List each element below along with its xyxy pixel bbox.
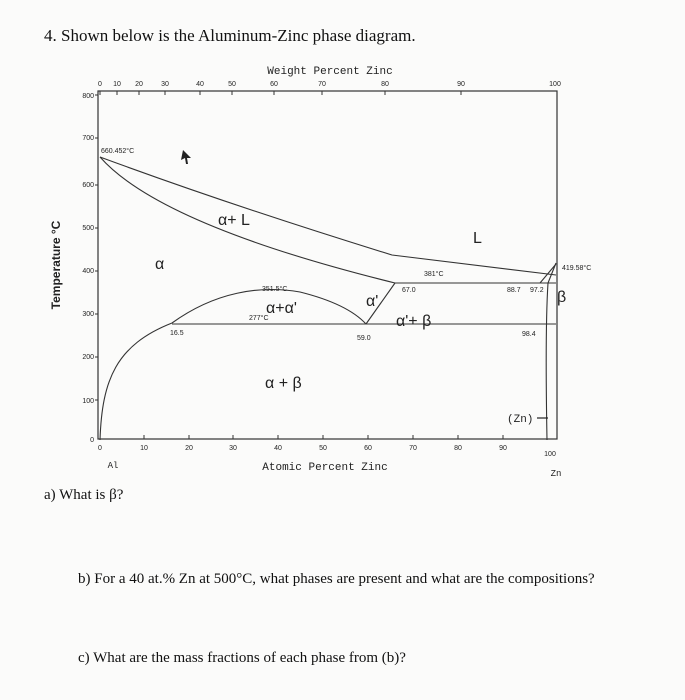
top-tick: 40 bbox=[196, 81, 204, 88]
alpha-solvus bbox=[100, 323, 172, 440]
comp-972-label: 97.2 bbox=[530, 287, 544, 294]
eutectoid-temp-label: 277°C bbox=[249, 315, 269, 322]
top-axis-title: Weight Percent Zinc bbox=[267, 66, 393, 78]
annotation-labels bbox=[101, 147, 591, 426]
x-tick: 50 bbox=[319, 445, 327, 452]
phase-liquid: L bbox=[473, 230, 482, 247]
y-tick: 200 bbox=[82, 354, 94, 361]
y-axis-title: Temperature °C bbox=[49, 220, 63, 310]
x-tick: 60 bbox=[364, 445, 372, 452]
question-a: a) What is β? bbox=[44, 487, 124, 503]
comp-67-label: 67.0 bbox=[402, 287, 416, 294]
y-tick: 400 bbox=[82, 268, 94, 275]
top-tick: 20 bbox=[135, 81, 143, 88]
x-tick: 20 bbox=[185, 445, 193, 452]
comp-590-label: 59.0 bbox=[357, 335, 371, 342]
x-tick: 30 bbox=[229, 445, 237, 452]
x-tick: 0 bbox=[98, 445, 102, 452]
x-tick: 70 bbox=[409, 445, 417, 452]
zn-solvus bbox=[546, 263, 556, 440]
y-tick: 600 bbox=[82, 182, 94, 189]
top-tick: 100 bbox=[549, 81, 561, 88]
comp-984-label: 98.4 bbox=[522, 331, 536, 338]
y-tick: 300 bbox=[82, 311, 94, 318]
x-tick: 40 bbox=[274, 445, 282, 452]
top-tick: 0 bbox=[98, 81, 102, 88]
phase-alpha-alpha-prime: α+α' bbox=[266, 300, 297, 317]
top-tick: 60 bbox=[270, 81, 278, 88]
bottom-axis-ticks bbox=[98, 445, 556, 458]
phase-boundaries bbox=[100, 157, 556, 440]
y-tick: 100 bbox=[82, 398, 94, 405]
x-tick: 100 bbox=[544, 451, 556, 458]
x-tick: 80 bbox=[454, 445, 462, 452]
top-tick: 10 bbox=[113, 81, 121, 88]
question-c: c) What are the mass fractions of each phase from (b)? bbox=[78, 650, 406, 666]
phase-beta: β bbox=[557, 289, 567, 306]
liquidus-line bbox=[100, 157, 556, 275]
phase-alpha: α bbox=[155, 256, 165, 273]
miscibility-peak-label: 351.5°C bbox=[262, 286, 288, 293]
phase-alpha-prime: α' bbox=[366, 293, 379, 310]
x-tick: 90 bbox=[499, 445, 507, 452]
top-tick: 90 bbox=[457, 81, 465, 88]
x-right-element: Zn bbox=[550, 469, 562, 479]
y-tick: 800 bbox=[82, 93, 94, 100]
y-tick: 700 bbox=[82, 135, 94, 142]
zn-phase-label: (Zn) bbox=[507, 414, 534, 426]
comp-165-label: 16.5 bbox=[170, 330, 184, 337]
y-tick: 500 bbox=[82, 225, 94, 232]
top-axis-ticks bbox=[98, 81, 561, 88]
top-tick: 70 bbox=[318, 81, 326, 88]
zn-melting-point-label: 419.58°C bbox=[562, 265, 592, 272]
phase-alpha-beta: α + β bbox=[265, 375, 302, 392]
cursor-arrow-icon bbox=[181, 150, 191, 164]
monotectoid-temp-label: 381°C bbox=[424, 271, 444, 278]
phase-alpha-plus-liquid: α+ L bbox=[218, 212, 250, 229]
top-tick: 80 bbox=[381, 81, 389, 88]
question-b: b) For a 40 at.% Zn at 500°C, what phases are present and what are the compositions? bbox=[78, 571, 595, 587]
phase-alpha-prime-beta: α'+ β bbox=[396, 313, 432, 330]
x-axis-title: Atomic Percent Zinc bbox=[262, 462, 388, 474]
x-tick: 10 bbox=[140, 445, 148, 452]
top-tick: 30 bbox=[161, 81, 169, 88]
phase-region-labels bbox=[155, 212, 566, 392]
comp-887-label: 88.7 bbox=[507, 287, 521, 294]
x-left-element: Al bbox=[107, 461, 119, 471]
top-tick: 50 bbox=[228, 81, 236, 88]
y-tick: 0 bbox=[90, 437, 94, 444]
al-melting-point-label: 660.452°C bbox=[101, 148, 135, 155]
question-title: 4. Shown below is the Aluminum-Zinc phase diagram. bbox=[44, 26, 416, 45]
y-axis-ticks bbox=[82, 93, 94, 444]
